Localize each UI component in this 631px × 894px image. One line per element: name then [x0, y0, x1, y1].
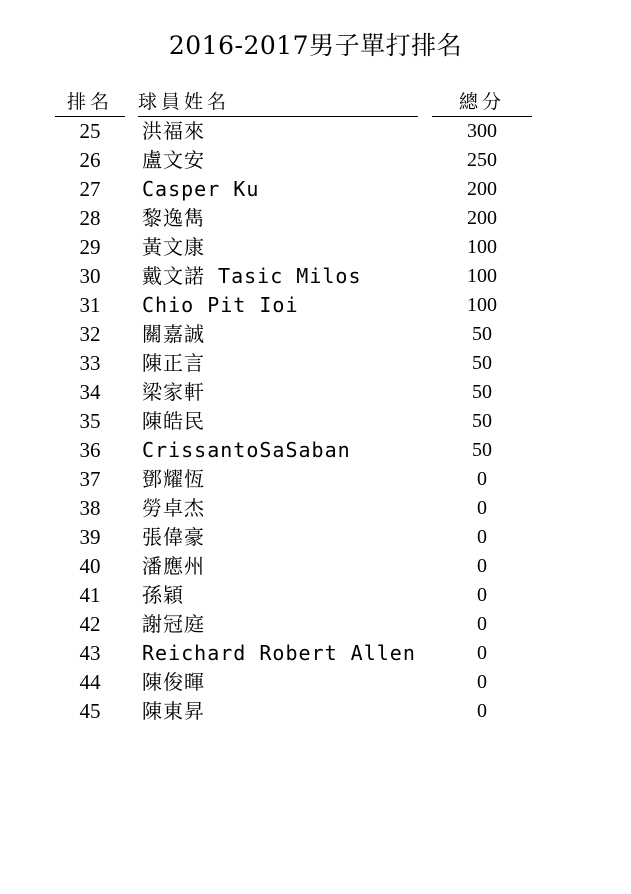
player-name-cell: 陳皓民 — [142, 409, 205, 433]
player-name-cell: Reichard Robert Allen — [142, 641, 416, 665]
score-cell: 0 — [477, 642, 487, 664]
score-cell: 50 — [472, 381, 492, 403]
player-name-cell: 洪福來 — [142, 119, 205, 143]
column-header-name: 球員姓名 — [138, 88, 418, 117]
table-row — [0, 146, 631, 175]
score-cell: 0 — [477, 613, 487, 635]
score-cell: 50 — [472, 352, 492, 374]
score-cell: 0 — [477, 671, 487, 693]
rank-cell: 34 — [79, 380, 101, 404]
player-name-cell: 黎逸雋 — [142, 206, 205, 230]
score-cell: 0 — [477, 700, 487, 722]
rank-cell: 30 — [79, 264, 101, 288]
player-name-cell: Casper Ku — [142, 177, 260, 201]
table-row — [0, 639, 631, 668]
player-name-cell: 關嘉誠 — [142, 322, 205, 346]
score-cell: 200 — [467, 207, 497, 229]
rank-cell: 33 — [79, 351, 101, 375]
score-cell: 100 — [467, 294, 497, 316]
score-cell: 0 — [477, 584, 487, 606]
rank-cell: 28 — [79, 206, 101, 230]
score-cell: 250 — [467, 149, 497, 171]
table-row — [0, 697, 631, 726]
rank-cell: 43 — [79, 641, 101, 665]
ranking-table — [0, 117, 631, 726]
player-name-cell: 孫穎 — [142, 583, 184, 607]
player-name-cell: 陳東昇 — [142, 699, 205, 723]
rank-cell: 26 — [79, 148, 101, 172]
rank-cell: 39 — [79, 525, 101, 549]
score-cell: 100 — [467, 236, 497, 258]
rank-cell: 36 — [79, 438, 101, 462]
table-row — [0, 465, 631, 494]
player-name-cell: 鄧耀恆 — [142, 467, 205, 491]
score-cell: 200 — [467, 178, 497, 200]
rank-cell: 40 — [79, 554, 101, 578]
rank-cell: 37 — [79, 467, 101, 491]
player-name-cell: 梁家軒 — [142, 380, 205, 404]
rank-cell: 32 — [79, 322, 101, 346]
rank-cell: 38 — [79, 496, 101, 520]
table-row — [0, 320, 631, 349]
rank-cell: 44 — [79, 670, 101, 694]
score-cell: 0 — [477, 555, 487, 577]
rank-cell: 41 — [79, 583, 101, 607]
score-cell: 0 — [477, 497, 487, 519]
table-row — [0, 610, 631, 639]
score-cell: 100 — [467, 265, 497, 287]
rank-cell: 27 — [79, 177, 101, 201]
score-cell: 300 — [467, 120, 497, 142]
table-row — [0, 668, 631, 697]
table-row — [0, 117, 631, 146]
table-row — [0, 378, 631, 407]
table-row — [0, 233, 631, 262]
player-name-cell: 陳正言 — [142, 351, 205, 375]
rank-cell: 29 — [79, 235, 101, 259]
rank-cell: 45 — [79, 699, 101, 723]
rank-cell: 42 — [79, 612, 101, 636]
table-row — [0, 436, 631, 465]
player-name-cell: 張偉豪 — [142, 525, 205, 549]
player-name-cell: CrissantoSaSaban — [142, 438, 351, 462]
table-row — [0, 552, 631, 581]
table-row — [0, 291, 631, 320]
page-title: 2016-2017男子單打排名 — [168, 31, 463, 60]
player-name-cell: 盧文安 — [142, 148, 205, 172]
table-row — [0, 494, 631, 523]
table-row — [0, 581, 631, 610]
rank-cell: 25 — [79, 119, 101, 143]
table-row — [0, 204, 631, 233]
player-name-cell: 潘應州 — [142, 554, 205, 578]
score-cell: 0 — [477, 526, 487, 548]
score-cell: 0 — [477, 468, 487, 490]
score-cell: 50 — [472, 410, 492, 432]
player-name-cell: 陳俊暉 — [142, 670, 205, 694]
player-name-cell: 謝冠庭 — [142, 612, 205, 636]
rank-cell: 35 — [79, 409, 101, 433]
player-name-cell: 勞卓杰 — [142, 496, 205, 520]
table-row — [0, 523, 631, 552]
rank-cell: 31 — [79, 293, 101, 317]
table-row — [0, 175, 631, 204]
player-name-cell: 戴文諾 Tasic Milos — [142, 264, 362, 288]
table-row — [0, 262, 631, 291]
score-cell: 50 — [472, 323, 492, 345]
table-row — [0, 349, 631, 378]
column-header-rank: 排名 — [55, 88, 125, 117]
player-name-cell: 黃文康 — [142, 235, 205, 259]
table-row — [0, 407, 631, 436]
score-cell: 50 — [472, 439, 492, 461]
player-name-cell: Chio Pit Ioi — [142, 293, 299, 317]
column-header-score: 總分 — [432, 88, 532, 117]
